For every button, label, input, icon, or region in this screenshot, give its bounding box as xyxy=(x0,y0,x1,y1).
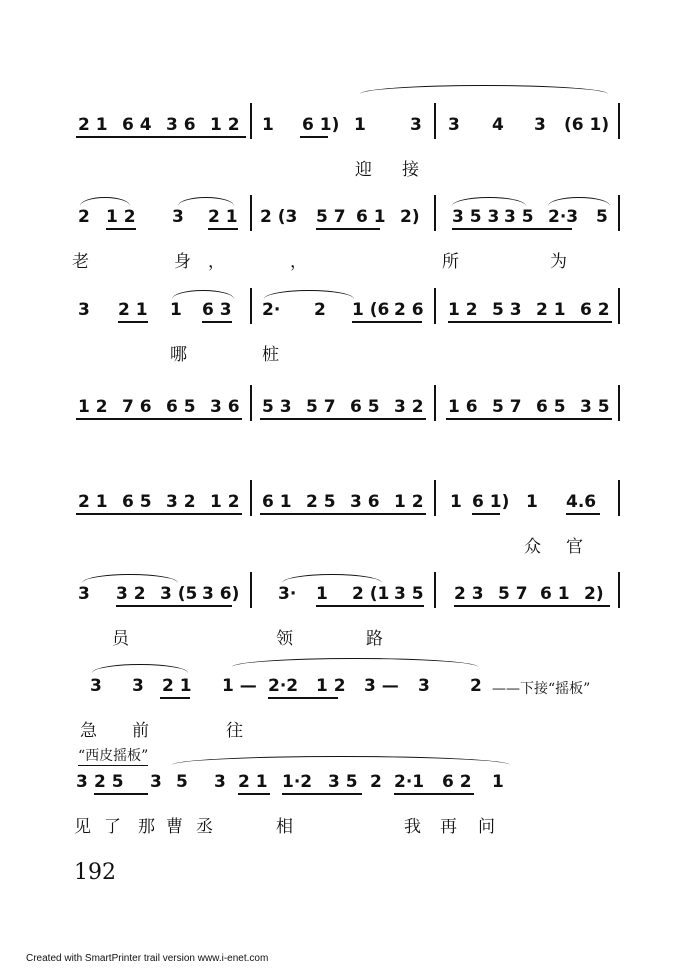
note-group: 3 6) xyxy=(202,584,240,604)
underline-mark xyxy=(300,136,328,138)
note-group: 2 6 xyxy=(394,300,424,320)
underline-mark xyxy=(352,321,422,323)
underline-mark xyxy=(106,228,136,230)
bar-line xyxy=(250,103,252,139)
note-group: 5 7 xyxy=(306,397,336,417)
notes-row xyxy=(72,397,628,427)
note-group: 1 6 xyxy=(448,397,478,417)
note-group: 3 5 xyxy=(394,584,424,604)
continuation-annotation: ——下接“摇板” xyxy=(492,681,591,697)
notes-row xyxy=(72,492,628,522)
note-group: 3 xyxy=(418,676,430,696)
note-group: 1 2 xyxy=(394,492,424,512)
note-group: 1 2 xyxy=(210,115,240,135)
note-group: 6 1 xyxy=(262,492,292,512)
underline-mark xyxy=(566,513,600,515)
note-group: 2 3 xyxy=(454,584,484,604)
note-group: 2 1 xyxy=(78,492,108,512)
underline-mark xyxy=(394,793,474,795)
slur-mark xyxy=(178,197,234,206)
note-group: 2· xyxy=(262,300,281,320)
lyric-char: 众 xyxy=(524,537,541,557)
lyric-char: 相 xyxy=(276,817,293,837)
note-group: 3 xyxy=(78,300,90,320)
note-group: 3 xyxy=(76,772,88,792)
lyric-char: 员 xyxy=(112,629,129,649)
note-group: 3 6 xyxy=(210,397,240,417)
bar-line xyxy=(250,288,252,324)
note-group: 6 1) xyxy=(302,115,340,135)
note-group: 2 1 xyxy=(536,300,566,320)
note-group: 3 5 xyxy=(580,397,610,417)
underline-mark xyxy=(76,513,242,515)
note-group: 5 7 xyxy=(498,584,528,604)
note-group: 3 5 xyxy=(328,772,358,792)
bar-line xyxy=(434,195,436,231)
note-group: 1 xyxy=(262,115,274,135)
bar-line xyxy=(434,480,436,516)
lyric-char: 再 xyxy=(440,817,457,837)
underline-mark xyxy=(260,418,426,420)
notes-row xyxy=(72,300,628,330)
note-group: 4 xyxy=(492,115,504,135)
note-group: 2) xyxy=(400,207,420,227)
note-group: 2 1 xyxy=(238,772,268,792)
note-group: 1 xyxy=(492,772,504,792)
note-group: 6 5 xyxy=(350,397,380,417)
note-group: 1 2 xyxy=(106,207,136,227)
note-group: 1 2 xyxy=(78,397,108,417)
note-group: 3 2 xyxy=(116,584,146,604)
note-group: 2 xyxy=(470,676,482,696)
bar-line xyxy=(250,572,252,608)
note-group: 6 1 xyxy=(356,207,386,227)
lyric-char: 急 xyxy=(80,721,97,741)
underline-mark xyxy=(268,697,338,699)
bar-line xyxy=(434,572,436,608)
note-group: 2) xyxy=(584,584,604,604)
note-group: 5 xyxy=(176,772,188,792)
note-group: 3 xyxy=(150,772,162,792)
note-group: 2 xyxy=(314,300,326,320)
note-group: 6 2 xyxy=(442,772,472,792)
lyrics-row xyxy=(72,628,628,652)
note-group: 6 5 xyxy=(536,397,566,417)
note-group: 2 1 xyxy=(208,207,238,227)
lyrics-row xyxy=(72,159,628,183)
note-group: 3 6 xyxy=(350,492,380,512)
bar-line xyxy=(434,103,436,139)
note-group: 1 xyxy=(526,492,538,512)
lyric-char: 前 xyxy=(132,721,149,741)
note-group: 3 xyxy=(132,676,144,696)
note-group: 5 xyxy=(596,207,608,227)
underline-mark xyxy=(116,605,232,607)
note-group: 1 xyxy=(316,584,328,604)
note-group: 1 xyxy=(354,115,366,135)
lyric-char: 迎 xyxy=(355,160,372,180)
note-group: 3 xyxy=(90,676,102,696)
note-group: 3 6 xyxy=(166,115,196,135)
note-group: 6 3 xyxy=(202,300,232,320)
bar-line xyxy=(434,288,436,324)
note-group: 5 3 xyxy=(262,397,292,417)
note-group: 2 1 xyxy=(78,115,108,135)
note-group: 2·2 xyxy=(268,676,299,696)
note-group: 1 2 xyxy=(448,300,478,320)
slur-mark xyxy=(264,290,354,299)
underline-mark xyxy=(94,793,148,795)
underline-mark xyxy=(260,513,426,515)
note-group: 2 xyxy=(370,772,382,792)
bar-line xyxy=(618,480,620,516)
lyric-char: 问 xyxy=(478,817,495,837)
underline-mark xyxy=(316,605,424,607)
note-group: 6 1 xyxy=(540,584,570,604)
underline-mark xyxy=(454,605,610,607)
note-group: 5 7 xyxy=(492,397,522,417)
note-group: 2 1 xyxy=(162,676,192,696)
note-group: 5 7 xyxy=(316,207,346,227)
bar-line xyxy=(250,385,252,421)
lyric-char: 桩 xyxy=(262,345,279,365)
lyrics-row xyxy=(72,536,628,560)
underline-mark xyxy=(316,228,380,230)
note-group: 1 2 xyxy=(210,492,240,512)
underline-mark xyxy=(208,228,238,230)
note-group: 3 5 3 xyxy=(452,207,500,227)
note-group: 3 — xyxy=(364,676,399,696)
slur-mark xyxy=(92,664,188,673)
notes-row xyxy=(72,584,628,614)
note-group: 1 xyxy=(450,492,462,512)
lyric-char: 丞 xyxy=(196,817,213,837)
underline-mark xyxy=(76,136,246,138)
note-group: 2 5 xyxy=(94,772,124,792)
note-group: 1 — xyxy=(222,676,257,696)
note-group: 2 1 xyxy=(118,300,148,320)
note-group: 3· xyxy=(278,584,297,604)
note-group: 2 (3 xyxy=(260,207,298,227)
note-group: 7 6 xyxy=(122,397,152,417)
note-group: 6 5 xyxy=(122,492,152,512)
page-number: 192 xyxy=(74,860,116,885)
underline-mark xyxy=(76,418,242,420)
slur-mark xyxy=(360,85,608,94)
lyrics-row xyxy=(72,344,628,368)
slur-mark xyxy=(452,197,526,206)
bar-line xyxy=(618,385,620,421)
note-group: 6 2 xyxy=(580,300,610,320)
note-group: 3 2 xyxy=(394,397,424,417)
lyric-char: 领 xyxy=(276,629,293,649)
note-group: 3 (5 xyxy=(160,584,198,604)
bar-line xyxy=(618,103,620,139)
note-group: 3 xyxy=(78,584,90,604)
slur-mark xyxy=(172,290,234,299)
note-group: 5 3 xyxy=(492,300,522,320)
lyric-char: 了 xyxy=(104,817,121,837)
lyric-char: ， xyxy=(290,252,307,272)
note-group: 1 2 xyxy=(316,676,346,696)
slur-mark xyxy=(172,756,510,765)
underline-mark xyxy=(448,321,612,323)
lyrics-row xyxy=(72,720,628,744)
note-group: 1 (6 xyxy=(352,300,390,320)
lyric-char: 哪 xyxy=(170,345,187,365)
watermark-footer: Created with SmartPrinter trail version www.i-enet.com xyxy=(26,953,269,964)
note-group: 6 1) xyxy=(472,492,510,512)
note-group: 2 (1 xyxy=(352,584,390,604)
bar-line xyxy=(250,195,252,231)
lyric-char: 路 xyxy=(366,629,383,649)
note-group: 3 xyxy=(448,115,460,135)
lyric-char: 接 xyxy=(402,160,419,180)
note-group: 4.6 xyxy=(566,492,597,512)
bar-line xyxy=(434,385,436,421)
slur-mark xyxy=(82,574,178,583)
lyric-char: 所 xyxy=(442,252,459,272)
bar-line xyxy=(618,572,620,608)
note-group: 3 xyxy=(410,115,422,135)
underline-mark xyxy=(452,228,572,230)
notes-row xyxy=(72,676,628,706)
notes-row xyxy=(72,207,628,237)
note-group: 1 xyxy=(170,300,182,320)
notes-row xyxy=(72,772,628,802)
lyric-char: 见 xyxy=(74,817,91,837)
lyric-char: ， xyxy=(208,252,225,272)
lyric-char: 老 xyxy=(72,252,89,272)
underline-mark xyxy=(238,793,270,795)
lyric-char: 身 xyxy=(174,252,191,272)
note-group: 2·3 xyxy=(548,207,579,227)
note-group: 6 5 xyxy=(166,397,196,417)
note-group: 1·2 xyxy=(282,772,313,792)
note-group: 6 4 xyxy=(122,115,152,135)
note-group: 2 xyxy=(78,207,90,227)
slur-mark xyxy=(548,197,610,206)
note-group: 2 5 xyxy=(306,492,336,512)
note-group: 3 xyxy=(214,772,226,792)
lyric-char: 那 xyxy=(138,817,155,837)
bar-line xyxy=(618,288,620,324)
note-group: 3 5 xyxy=(504,207,534,227)
notes-row xyxy=(72,115,628,145)
lyric-char: 曹 xyxy=(166,817,183,837)
note-group: (6 1) xyxy=(564,115,610,135)
bar-line xyxy=(618,195,620,231)
lyric-char: 官 xyxy=(566,537,583,557)
xipi-yaoban-annotation: “西皮摇板” xyxy=(78,745,148,766)
note-group: 3 2 xyxy=(166,492,196,512)
underline-mark xyxy=(160,697,190,699)
underline-mark xyxy=(118,321,148,323)
underline-mark xyxy=(446,418,612,420)
lyric-char: 为 xyxy=(550,252,567,272)
lyrics-row xyxy=(72,251,628,275)
underline-mark xyxy=(282,793,362,795)
lyrics-row xyxy=(72,816,628,840)
slur-mark xyxy=(80,197,130,206)
bar-line xyxy=(250,480,252,516)
note-group: 2·1 xyxy=(394,772,425,792)
underline-mark xyxy=(472,513,500,515)
note-group: 3 xyxy=(534,115,546,135)
note-group: 3 xyxy=(172,207,184,227)
lyric-char: 我 xyxy=(404,817,421,837)
slur-mark xyxy=(232,658,478,667)
slur-mark xyxy=(282,574,382,583)
lyrics-row xyxy=(72,441,628,465)
underline-mark xyxy=(202,321,232,323)
lyric-char: 往 xyxy=(226,721,243,741)
